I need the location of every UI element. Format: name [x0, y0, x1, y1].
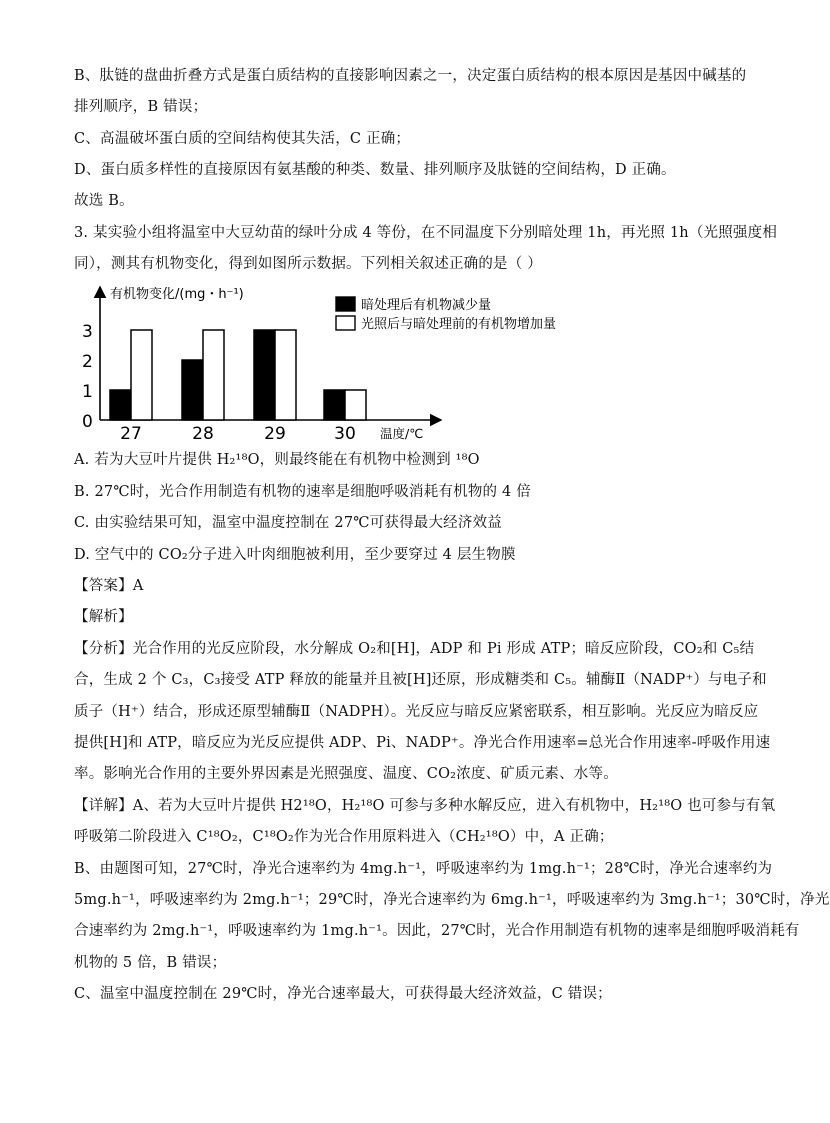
bar-dark-29 — [254, 330, 275, 420]
text-line: 故选 B。 — [74, 193, 134, 209]
y-tick-label: 2 — [82, 352, 93, 372]
text-line: D、蛋白质多样性的直接原因有氨基酸的种类、数量、排列顺序及肽链的空间结构，D 正确。 — [74, 162, 676, 178]
y-axis-label: 有机物变化/(mg・h⁻¹) — [110, 287, 244, 302]
analysis-line: 【分析】光合作用的光反应阶段，水分解成 O₂和[H]，ADP 和 Pi 形成 ATP；暗反应阶段，CO₂和 C₅结 — [74, 641, 755, 657]
bar-light-28 — [203, 330, 224, 420]
option-d: D. 空气中的 CO₂分子进入叶肉细胞被利用，至少要穿过 4 层生物膜 — [74, 547, 516, 563]
x-tick-label: 28 — [192, 424, 214, 444]
text-line: B、肽链的盘曲折叠方式是蛋白质结构的直接影响因素之一，决定蛋白质结构的根本原因是基因中碱基的 — [74, 68, 747, 84]
x-tick-label: 30 — [334, 424, 356, 444]
y-tick-label: 3 — [82, 322, 93, 342]
legend-label-dark: 暗处理后有机物减少量 — [361, 298, 492, 313]
detail-line: 【详解】A、若为大豆叶片提供 H2¹⁸O，H₂¹⁸O 可参与多种水解反应，进入有机物中，H₂¹⁸O 也可参与有氧 — [74, 798, 776, 814]
y-ticks — [82, 322, 93, 432]
detail-line: 机物的 5 倍，B 错误； — [74, 955, 227, 971]
analysis-label: 【解析】 — [74, 609, 133, 625]
legend — [336, 297, 556, 332]
detail-line: 呼吸第二阶段进入 C¹⁸O₂，C¹⁸O₂作为光合作用原料进入（CH₂¹⁸O）中，A 正确； — [74, 829, 614, 845]
bar-chart-svg — [74, 282, 557, 447]
option-b: B. 27℃时，光合作用制造有机物的速率是细胞呼吸消耗有机物的 4 倍 — [74, 484, 531, 500]
option-a: A. 若为大豆叶片提供 H₂¹⁸O，则最终能在有机物中检测到 ¹⁸O — [74, 452, 480, 468]
analysis-line: 提供[H]和 ATP，暗反应为光反应提供 ADP、Pi、NADP⁺。净光合作用速率=总光合作用速率-呼吸作用速 — [74, 735, 771, 751]
bar-dark-27 — [110, 390, 131, 420]
analysis-line: 率。影响光合作用的主要外界因素是光照强度、温度、CO₂浓度、矿质元素、水等。 — [74, 766, 618, 782]
bar-dark-28 — [182, 360, 203, 420]
question-stem: 3. 某实验小组将温室中大豆幼苗的绿叶分成 4 等份，在不同温度下分别暗处理 1h，再光照 1h（光照强度相 — [74, 225, 778, 241]
bar-light-27 — [131, 330, 152, 420]
answer-value: A — [132, 578, 144, 594]
bars — [110, 330, 366, 420]
analysis-line: 质子（H⁺）结合，形成还原型辅酶Ⅱ（NADPH）。光反应与暗反应紧密联系，相互影响。光反应为暗反应 — [74, 704, 759, 720]
option-c: C. 由实验结果可知，温室中温度控制在 27℃可获得最大经济效益 — [74, 515, 502, 531]
bar-light-30 — [345, 390, 366, 420]
legend-label-light: 光照后与暗处理前的有机物增加量 — [361, 317, 557, 332]
x-ticks — [120, 424, 356, 444]
detail-line: B、由题图可知，27℃时，净光合速率约为 4mg.h⁻¹，呼吸速率约为 1mg.h⁻¹；28℃时，净光合速率约为 — [74, 861, 773, 877]
text-line: 排列顺序，B 错误； — [74, 99, 208, 115]
y-tick-label: 1 — [82, 382, 93, 402]
bar-light-29 — [275, 330, 296, 420]
analysis-line: 合，生成 2 个 C₃，C₃接受 ATP 释放的能量并且被[H]还原，形成糖类和 C₅。辅酶Ⅱ（NADP⁺）与电子和 — [74, 672, 767, 688]
bar-chart — [74, 282, 557, 447]
x-tick-label: 27 — [120, 424, 142, 444]
answer-line — [74, 576, 143, 596]
y-tick-label: 0 — [82, 412, 93, 432]
question-stem: 同），测其有机物变化，得到如图所示数据。下列相关叙述正确的是（ ） — [74, 256, 542, 272]
legend-swatch-light — [336, 316, 355, 330]
detail-line: 5mg.h⁻¹，呼吸速率约为 2mg.h⁻¹；29℃时，净光合速率约为 6mg.h⁻¹，呼吸速率约为 3mg.h⁻¹；30℃时，净光 — [74, 892, 830, 908]
detail-line: C、温室中温度控制在 29℃时，净光合速率最大，可获得最大经济效益，C 错误； — [74, 986, 612, 1002]
text-line: C、高温破坏蛋白质的空间结构使其失活，C 正确； — [74, 131, 411, 147]
detail-line: 合速率约为 2mg.h⁻¹，呼吸速率约为 1mg.h⁻¹。因此，27℃时，光合作用制造有机物的速率是细胞呼吸消耗有 — [74, 923, 800, 939]
x-tick-label: 29 — [264, 424, 286, 444]
answer-label: 【答案】 — [74, 578, 133, 594]
x-axis-label: 温度/℃ — [380, 426, 424, 441]
legend-swatch-dark — [336, 297, 355, 311]
bar-dark-30 — [324, 390, 345, 420]
